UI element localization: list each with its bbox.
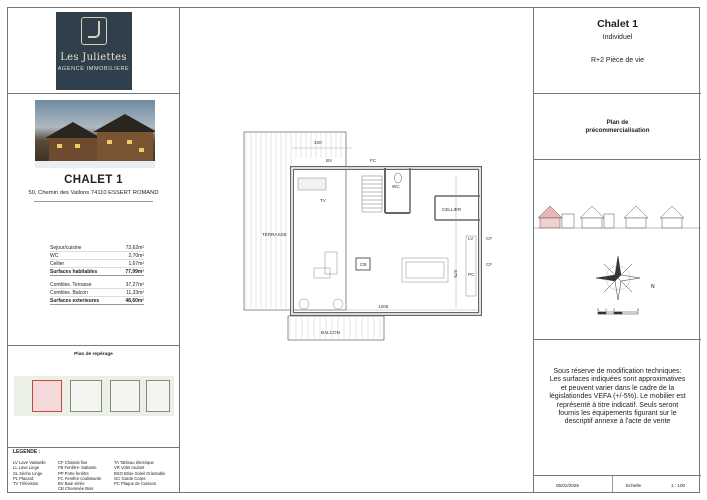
logo-emblem-icon — [81, 17, 107, 45]
svg-text:0: 0 — [597, 308, 599, 312]
fc-label: FC — [370, 158, 377, 163]
plan-sheet — [7, 7, 700, 493]
plan-title: Chalet 1 — [597, 18, 638, 30]
plan-level: R+2 Pièce de vie — [590, 57, 645, 64]
surface-row: Sejour/cuisine 73,62m² — [50, 245, 144, 251]
right-panel — [534, 8, 701, 492]
terrace-label: TERRASSE — [262, 232, 287, 237]
legend-column: TA Tableau électrique VR Volet roulant BSO Brise Soleil Orientable GC Garde Corps PC Plaque de Cuisson — [114, 460, 166, 487]
floor-plan — [180, 8, 534, 494]
svg-text:5: 5 — [637, 308, 639, 312]
svg-text:1: 1 — [605, 308, 607, 312]
surface-row: Combles. Balcon 11,33m² — [50, 290, 144, 296]
scale-bar — [598, 312, 638, 314]
svg-text:2: 2 — [613, 308, 615, 312]
surface-row: Combles. Terrasse 37,27m² — [50, 282, 144, 288]
project-title: CHALET 1 — [64, 174, 123, 186]
legend-column: CF Chassis fixe FB Fenêtre- battante PP Porte fenêtre FC Fenêtre coulissante BV Baie vitrée CB Cheminée Bois — [58, 460, 102, 492]
surface-row: WC 2,70m² — [50, 253, 144, 259]
lv-label: LV — [468, 236, 474, 241]
surface-total-row: Surfaces habitables 77,99m² — [50, 269, 144, 275]
project-info — [8, 94, 179, 346]
cf-label: CF — [486, 236, 493, 241]
tv-label: TV — [320, 198, 326, 203]
disclaimer-block — [534, 340, 701, 476]
logo-subtitle: AGENCE IMMOBILIERE — [57, 65, 130, 72]
site-plan-title: Plan de repérage — [74, 352, 113, 357]
scale-label: Echelle — [626, 483, 642, 488]
floor-plan-panel — [180, 8, 534, 492]
elevation-compass-block — [534, 160, 701, 340]
site-plan-map — [14, 376, 174, 416]
left-panel — [8, 8, 180, 492]
site-plan-cell — [8, 346, 179, 448]
cf-label: CF — [486, 262, 493, 267]
surfaces-table — [50, 244, 144, 310]
plan-date: 05/02/2025 — [556, 483, 579, 488]
chalet-photo — [35, 100, 155, 168]
plan-type: Plan de précommercialisation — [585, 119, 650, 134]
surface-total-row: Surfaces exterieures 48,60m² — [50, 298, 144, 304]
compass-rose-icon — [596, 256, 640, 300]
surface-row: Cellier 1,67m² — [50, 261, 144, 267]
legend-column: LV Lave Vaisselle LL Lave Linge SL Sèche Linge PL Placard TV Télévision — [13, 460, 46, 487]
agency-logo — [56, 12, 132, 90]
bv-label: BV — [326, 158, 333, 163]
logo-cell — [8, 8, 179, 94]
scale-value: 1 : 100 — [671, 483, 686, 488]
dimension-label: 575 — [453, 270, 458, 278]
footer-block — [534, 476, 701, 492]
title-block — [534, 8, 701, 94]
plan-subtitle: Individuel — [602, 34, 633, 41]
dimension-label: 420 — [314, 140, 322, 145]
logo-name: Les Juliettes — [60, 51, 127, 63]
disclaimer-text: Sous réserve de modification techniques: Les surfaces indiquées sont approximatives et peuvent varier dans le cadre de la législationdes VEFA (+/-5%). Le mobilier est représenté à titre indicatif. Seuls seront fournis les équipements figurant sur le descriptif annexe à l'acte de vente — [549, 368, 686, 426]
dimension-label: 1208 — [378, 304, 389, 309]
elevations-and-compass — [534, 160, 701, 340]
wc-label: WC — [392, 184, 400, 189]
elevation-thumbnails — [534, 206, 701, 228]
balcony-label: BALCON — [321, 330, 340, 335]
plan-type-block — [534, 94, 701, 160]
compass-north-label: N — [651, 284, 655, 290]
legend — [8, 448, 179, 492]
cb-label: CB — [360, 262, 367, 267]
pc-label: PC — [468, 272, 475, 277]
cellier-label: CELLIER — [442, 207, 462, 212]
project-address: 50, Chemin des Vallons 74110 ESSERT ROMAND — [28, 190, 159, 196]
legend-title: LEGENDE : — [13, 449, 41, 455]
